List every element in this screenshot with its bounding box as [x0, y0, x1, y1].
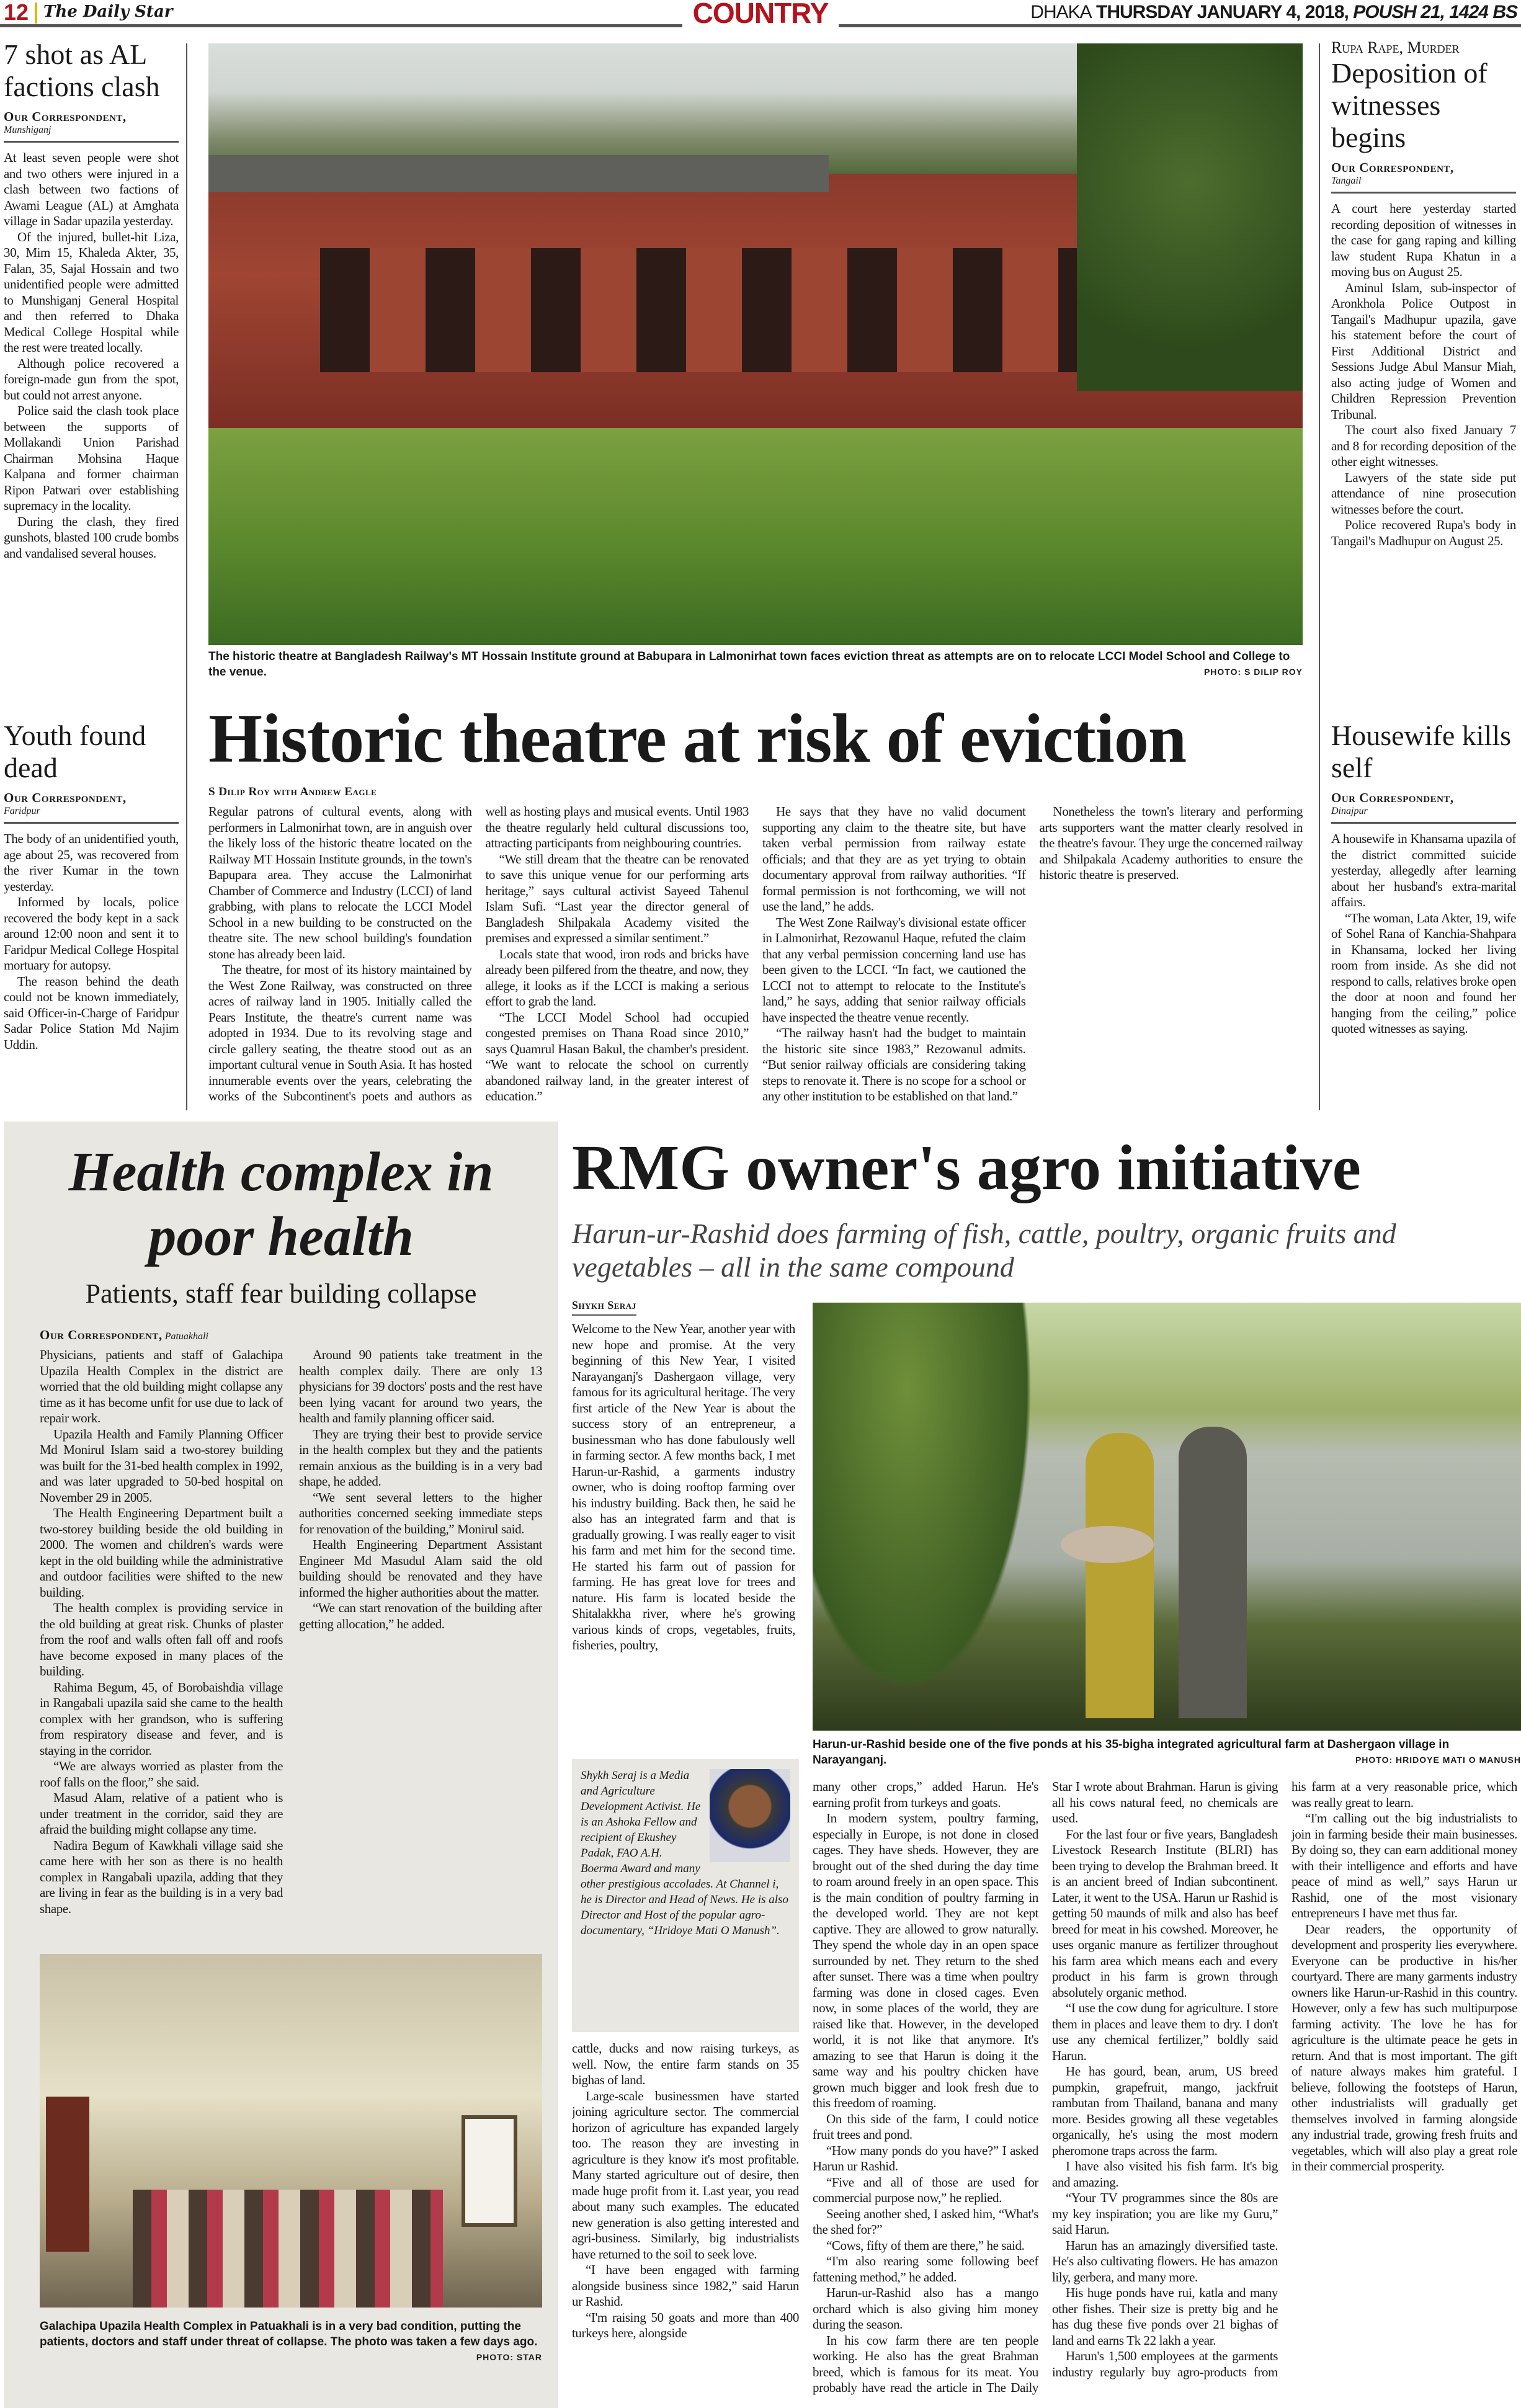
- rmg-body: [813, 1779, 1517, 2408]
- dateline: [1030, 1, 1517, 24]
- masthead: [0, 0, 1521, 27]
- paragraph: “Your TV programmes since the 80s are my key inspiration; you are like my Guru,” said Harun.: [1052, 2190, 1278, 2237]
- divider: [35, 2, 37, 24]
- rmg-photo: [813, 1303, 1521, 1731]
- health-panel: [4, 1122, 558, 2408]
- paragraph: “I have been engaged with farming alongside business since 1982,” said Harun ur Rashid.: [572, 2262, 799, 2309]
- photo-credit: PHOTO: STAR: [476, 2352, 542, 2362]
- article-body: [4, 831, 179, 1053]
- byline: Our Correspondent, Dinajpur: [1331, 790, 1516, 824]
- headline: Youth found dead: [4, 720, 146, 783]
- article-rupa: [1331, 38, 1516, 708]
- author-bio-box: [572, 1759, 799, 2032]
- rmg-byline: Shykh Seraj: [572, 1299, 636, 1316]
- paragraph: “I use the cow dung for agriculture. I store them in places and leave them to dry. I don't use any chemical fertilizer,” boldly said Harun.: [1052, 2000, 1278, 2063]
- trees: [1077, 43, 1303, 391]
- paragraph: Aminul Islam, sub-inspector of Aronkhola Police Outpost in Tangail's Madhupur upazila, gave his statement before the court of First Additional District and Sessions Judge Abul Mansur Miah, also acting judge of Women and Children Repression Prevention Tribunal.: [1331, 280, 1516, 422]
- door: [46, 2097, 89, 2252]
- arches: [320, 248, 1126, 372]
- paragraph: Physicians, patients and staff of Galachipa Upazila Health Complex in the district are worried that the old building might collapse any time as it has become unfit for use due to lack of repair work.: [40, 1347, 283, 1425]
- headline: Housewife kills self: [1331, 720, 1512, 783]
- paragraph: In modern system, poultry farming, especially in Europe, is not done in closed cages. They have sheds. However, they are brought out of the shed during the day time to roam around freely in an open space. This is the main condition of poultry farming in the developed world. They are not kept captive. They are allowed to grow naturally. They spend the whole day in an open space surrounded by net. They return to the shed after sunset. There was a time when poultry farming was done in closed cages. Even now, in some places of the world, they are raised like that. However, in the developed world, it is not like that anymore. It's amazing to see that Harun is doing it the same way and his poultry chicken have grown much bigger and look fresh due to this freedom of roaming.: [813, 1811, 1038, 2110]
- paragraph: Harun has an amazingly diversified taste. He's also cultivating flowers. He has amazon lily, gerbera, and many more.: [1052, 2237, 1278, 2285]
- paragraph: “The railway hasn't had the budget to maintain the historic site since 1983,” Rezowanul admits. “But senior railway officials are considering taking steps to renovate it. There is no scope for a school or any other institution to be established on that land.”: [762, 1025, 1026, 1104]
- paragraph: Harun-ur-Rashid also has a mango orchard which is also giving him money during the season.: [813, 2285, 1038, 2332]
- lawn: [208, 428, 1303, 645]
- paragraph: Upazila Health and Family Planning Officer Md Monirul Islam said a two-storey building was built for the 31-bed health complex in 1992, and was later upgraded to 50-bed hospital on November 29 in 2005.: [40, 1426, 283, 1505]
- patients: [133, 2190, 443, 2308]
- paragraph: He has gourd, bean, arum, US breed pumpkin, grapefruit, mango, jackfruit rambutan from Thailand, banana and many more. Besides growing all these vegetables organically, he's using the most modern pheromone traps across the farm.: [1052, 2064, 1278, 2158]
- page-number: 12: [4, 0, 29, 25]
- section-title: COUNTRY: [682, 0, 839, 29]
- paragraph: Dear readers, the opportunity of development and prosperity lies everywhere. Everyone can be productive in his/her courtyard. There are many garments industry owners like Harun-ur-Rashid in this country. However, only a few has such multipurpose farming activity. The love he has for agriculture is the ultimate peace he gets in return. And that is most important. The gift of nature always makes him grateful. I believe, following the footsteps of Harun, other industrialists will gradually get themselves involved in farming alongside any industrial trade, growing fresh fruits and vegetables, which will also play a great role in their commercial prosperity.: [1291, 1921, 1517, 2174]
- paragraph: The health complex is providing service in the old building at great risk. Chunks of plaster from the roof and walls often fall off and roofs have become exposed in many places of the building.: [40, 1600, 283, 1679]
- paragraph: Regular patrons of cultural events, along with performers in Lalmonirhat town, are in anguish over the likely loss of the historic theatre located on the Railway MT Hossain Institute grounds, in the town's Bapupara area. They accuse the Lalmonirhat Chamber of Commerce and Industry (LCCI) of land grabbing, with plans to relocate the LCCI Model School in a new building to be constructed on the theatre site. The new school building's foundation stone has already been laid.: [208, 804, 472, 961]
- bangla-date: POUSH 21, 1424 BS: [1353, 2, 1517, 22]
- health-headline: Health complex in poor health: [68, 1141, 494, 1267]
- article-youth: [4, 720, 179, 1117]
- paragraph: Although police recovered a foreign-made gun from the spot, but could not arrest anyone.: [4, 355, 179, 403]
- paragraph: The reason behind the death could not be known immediately, said Officer-in-Charge of Faridpur Sadar Police Station Md Najim Uddin.: [4, 973, 179, 1052]
- paragraph: “I'm raising 50 goats and more than 400 turkeys here, alongside: [572, 2309, 799, 2340]
- paragraph: “We are always worried as plaster from the roof falls on the floor,” she said.: [40, 1759, 283, 1790]
- paragraph: “The LCCI Model School had occupied congested premises on Thana Road since 2010,” says Quamrul Hasan Bakul, the chamber's president. “We want to relocate the school on currently abandoned railway land, in the greater interest of education.”: [485, 1009, 749, 1104]
- paragraph: Harun's 1,500 employees at the garments industry regularly buy agro-products from his farm at a very reasonable price, which was really great to learn.: [1052, 1779, 1517, 2379]
- byline: Our Correspondent, Tangail: [1331, 160, 1516, 194]
- paragraph: cattle, ducks and now raising turkeys, as well. Now, the entire farm stands on 35 bighas of land.: [572, 2041, 799, 2087]
- paragraph: He says that they have no valid document supporting any claim to the theatre site, but have taken verbal permission from railway estate officials; and that they are as yet trying to obtain documentary approval from railway authorities. “If formal permission is not forthcoming, we will not use the land,” he adds.: [762, 804, 1026, 914]
- paragraph: The theatre, for most of its history maintained by the West Zone Railway, was constructed on three acres of railway land in 1905. Initially called the Pears Institute, the theatre's current name was adopted in 1934. Due to its revolving stage and circle gallery seating, the theatre stood out as an important cultural venue in South Asia. It has hosted innumerable events over the years, celebrating the works of the Subcontinent's poets and authors as well as hosting plays and musical events. Until 1983 the theatre regularly held cultural discussions too, attracting participants from neighbouring countries.: [208, 804, 749, 1104]
- byline: Our Correspondent, Patuakhali: [40, 1327, 208, 1342]
- paragraph: For the last four or five years, Bangladesh Livestock Research Institute (BLRI) has been trying to develop the Brahman breed. It is an ancient breed of Indian subcontinent. Later, it went to the USA. Harun ur Rashid is getting 50 maunds of milk and also has beef breed for meat in his cowshed. Moreover, he uses organic manure as fertilizer throughout his farm area which means each and every product in his farm is grown through absolutely organic method.: [1052, 1826, 1278, 2000]
- date: THURSDAY JANUARY 4, 2018,: [1096, 2, 1349, 22]
- photo-credit: PHOTO: S DILIP ROY: [1203, 667, 1303, 677]
- rmg-headline: RMG owner's agro initiative: [572, 1132, 1361, 1203]
- paragraph: Masud Alam, relative of a patient who is under treatment in the corridor, said they are afraid the building might collapse any time.: [40, 1790, 283, 1837]
- article-shot: [4, 38, 179, 696]
- paragraph: Seeing another shed, I asked him, “What's the shed for?”: [813, 2206, 1038, 2237]
- theatre-photo: [208, 43, 1303, 645]
- author-bio: Shykh Seraj is a Media and Agriculture Development Activist. He is an Ashoka Fellow and recipient of Ekushey Padak, FAO A.H. Boerma Award and many other prestigious accolades. At Channel i, he is Director and Head of News. He is also Director and Host of the popular agro-documentary, “Hridoye Mati O Manush”.: [581, 1769, 788, 1937]
- paragraph: Locals state that wood, iron rods and bricks have already been pilfered from the theatre, and now, they allege, it looks as if the LCCI is making a serious effort to grab the land.: [485, 946, 749, 1009]
- window: [462, 2115, 517, 2227]
- rmg-col1-cont: [572, 2041, 799, 2408]
- theatre-byline: S Dilip Roy with Andrew Eagle: [208, 785, 377, 798]
- city: DHAKA: [1030, 2, 1092, 22]
- paragraph: “We sent several letters to the higher authorities concerned seeking immediate steps for renovation of the building,” Monirul said.: [299, 1489, 542, 1536]
- headline: 7 shot as AL factions clash: [4, 38, 160, 102]
- column-rule: [186, 43, 187, 1110]
- paper-logo: The Daily Star: [43, 2, 173, 21]
- photo-caption: The historic theatre at Bangladesh Railway's MT Hossain Institute ground at Babupara in Lalmonirhat town faces eviction threat as attempts are on to relocate LCCI Model School and College to the venue. PHOTO: S DILIP ROY: [208, 650, 1303, 679]
- paragraph: Health Engineering Department Assistant Engineer Md Masudul Alam said the old building should be renovated and they have informed the higher authorities about the matter.: [299, 1537, 542, 1600]
- photo-credit: PHOTO: HRIDOYE MATI O MANUSH: [1355, 1755, 1521, 1765]
- article-body: [1331, 201, 1516, 549]
- paragraph: many other crops,” added Harun. He's earning profit from turkeys and goats.: [813, 1779, 1038, 1810]
- paragraph: “How many ponds do you have?” I asked Harun ur Rashid.: [813, 2143, 1038, 2174]
- paragraph: I have also visited his fish farm. It's big and amazing.: [1052, 2159, 1278, 2190]
- paragraph: “The woman, Lata Akter, 19, wife of Sohel Rana of Kanchia-Shahpara in Khansama, locked her living room from inside. As she did not respond to calls, relatives broke open the door at noon and found her hanging from the ceiling,” police quoted witnesses as saying.: [1331, 910, 1516, 1036]
- paragraph: Rahima Begum, 45, of Borobaishdia village in Rangabali upazila said she came to the health complex with her grandson, who is suffering from respiratory disease and fever, and is staying in the corridor.: [40, 1679, 283, 1758]
- fish: [1061, 1526, 1154, 1563]
- article-body: [1331, 831, 1516, 1037]
- paragraph: Lawyers of the state side put attendance of nine prosecution witnesses before the court.: [1331, 470, 1516, 517]
- paragraph: Welcome to the New Year, another year with new hope and promise. At the very beginning of this New Year, I visited Narayanganj's Dashergaon village, very famous for its agricultural heritage. The very first article of the New Year is about the success story of an entrepreneur, a businessman who has done fabulously well in farming sector. A few months back, I met Harun-ur-Rashid, a garments industry owner, who is doing rooftop farming over his industry building. Back then, he said he also has an integrated farm and that is gradually growing. I was really eager to visit his farm and met him for the second time. He started his farm out of passion for farming. He has great love for trees and nature. His farm is located beside the Shitalakkha river, where he's growing various kinds of crops, vegetables, fruits, fisheries, poultry,: [572, 1321, 795, 1652]
- paragraph: In his cow farm there are ten people working. He also has the great Brahman breed, which is famous for its meat. You probably have read the article in The Daily Star I wrote about Brahman. Harun is giving all his cows natural feed, no chemicals are used.: [813, 1779, 1278, 2395]
- photo-caption: Harun-ur-Rashid beside one of the five ponds at his 35-bigha integrated agricultural farm at Dashergaon village in Narayanganj. PHOTO: HRIDOYE MATI O MANUSH: [813, 1738, 1521, 1767]
- paragraph: Informed by locals, police recovered the body kept in a sack around 12:00 noon and sent it to Faridpur Medical College Hospital mortuary for autopsy.: [4, 894, 179, 973]
- paragraph: A court here yesterday started recording deposition of witnesses in the case for gang raping and killing law student Rupa Khatun in a moving bus on August 25.: [1331, 201, 1516, 279]
- paragraph: The Health Engineering Department built a two-storey building beside the old building in 2000. The women and children's wards were kept in the old building while the administrative and outdoor facilities were shifted to the new building.: [40, 1505, 283, 1600]
- health-body: [40, 1347, 542, 1943]
- health-subheadline: Patients, staff fear building collapse: [85, 1278, 477, 1309]
- paragraph: Nonetheless the town's literary and performing arts supporters want the matter clearly resolved in the theatre's favour. They urge the concerned railway and Shilpakala Academy authorities to ensure the historic theatre is preserved.: [1039, 804, 1303, 882]
- health-photo: [40, 1954, 542, 2308]
- headline: Deposition of witnesses begins: [1331, 57, 1488, 153]
- paragraph: A housewife in Khansama upazila of the district committed suicide yesterday, allegedly after learning about her husband's extra-marital affairs.: [1331, 831, 1516, 909]
- byline: Our Correspondent, Munshiganj: [4, 109, 179, 143]
- theatre-headline: Historic theatre at risk of eviction: [208, 700, 1187, 777]
- rmg-intro: [572, 1321, 795, 1743]
- byline: Our Correspondent, Faridpur: [4, 790, 179, 824]
- paragraph: Around 90 patients take treatment in the health complex daily. There are only 13 physicians for 39 doctors' posts and the rest have been lying vacant for around two years, the health and family planning officer said.: [299, 1347, 542, 1425]
- paragraph: “We still dream that the theatre can be renovated to save this unique venue for our performing arts heritage,” says cultural activist Sayeed Tahenul Islam Sufi. “Last year the director general of Bangladesh Shilpakala Academy visited the premises and expressed a similar sentiment.”: [485, 851, 749, 945]
- roof: [208, 155, 829, 192]
- palm-tree: [813, 1303, 1048, 1731]
- paragraph: His huge ponds have rui, katla and many other fishes. Their size is pretty big and he has dug these five ponds over 21 bighas of land and earns Tk 22 lakh a year.: [1052, 2285, 1278, 2348]
- paragraph: The West Zone Railway's divisional estate officer in Lalmonirhat, Rezowanul Haque, refuted the claim that any verbal permission concerning land use has been given to the LCCI. “In fact, we cautioned the LCCI not to attempt to relocate to the Institute's land,” he says, adding that senior railway officials have inspected the theatre venue recently.: [762, 914, 1026, 1025]
- paragraph: Police said the clash took place between the supports of Mollakandi Union Parishad Chairman Mohsina Haque Kalpana and former chairman Ripon Patwari over establishing supremacy in the locality.: [4, 403, 179, 513]
- kicker: Rupa Rape, Murder: [1331, 38, 1460, 56]
- paragraph: During the clash, they fired gunshots, blasted 100 crude bombs and vandalised several houses.: [4, 514, 179, 561]
- rmg-subheadline: Harun-ur-Rashid does farming of fish, cattle, poultry, organic fruits and vegetables – all in the same compound: [572, 1218, 1396, 1283]
- paragraph: Police recovered Rupa's body in Tangail's Madhupur on August 25.: [1331, 517, 1516, 548]
- column-rule: [1319, 43, 1320, 1110]
- article-housewife: [1331, 720, 1516, 1117]
- paragraph: Of the injured, bullet-hit Liza, 30, Mim 15, Khaleda Akter, 35, Falan, 35, Sajal Hossain and two unidentified people were admitted to Munshiganj General Hospital and then referred to Dhaka Medical College Hospital while the rest were treated locally.: [4, 229, 179, 355]
- paragraph: At least seven people were shot and two others were injured in a clash between two factions of Awami League (AL) at Amghata village in Sadar upazila yesterday.: [4, 150, 179, 228]
- paragraph: “I'm calling out the big industrialists to join in farming beside their main businesses. By doing so, they can earn additional money with their intelligence and efforts and have peace of mind as well,” says Harun ur Rashid, one of the most visionary entrepreneurs I have met thus far.: [1291, 1811, 1517, 1920]
- theatre-body: [208, 804, 1303, 1114]
- paragraph: The body of an unidentified youth, age about 25, was recovered from the river Kumar in the town yesterday.: [4, 831, 179, 894]
- farmer-harun: [1086, 1433, 1154, 1718]
- paragraph: “We can start renovation of the building after getting allocation,” he added.: [299, 1600, 542, 1631]
- author-photo: [710, 1769, 790, 1862]
- photo-caption: Galachipa Upazila Health Complex in Patuakhali is in a very bad condition, putting the patients, doctors and staff under threat of collapse. The photo was taken a few days ago. PHOTO: STAR: [40, 2319, 542, 2365]
- paragraph: The court also fixed January 7 and 8 for recording deposition of the other eight witnesses.: [1331, 422, 1516, 469]
- paragraph: Large-scale businessmen have started joining agriculture sector. The commercial horizon of agriculture has expanded largely too. The reason they are investing in agriculture is they know it's most profitable. Many started agriculture out of desire, then made huge profit from it. Last year, you read about many such examples. The educated new generation is also getting interested and agri-business. Similarly, big industrialists have returned to the soil to seek love.: [572, 2088, 799, 2262]
- paragraph: “Cows, fifty of them are there,” he said.: [826, 2237, 1025, 2253]
- paragraph: “Five and all of those are used for commercial purpose now,” he replied.: [813, 2174, 1038, 2205]
- paragraph: On this side of the farm, I could notice fruit trees and pond.: [813, 2111, 1038, 2142]
- farmer-companion: [1179, 1427, 1247, 1718]
- paragraph: “I'm also rearing some following beef fattening method,” he added.: [813, 2254, 1038, 2285]
- paragraph: They are trying their best to provide service in the health complex but they and the patients remain anxious as the building is in a very bad shape, he added.: [299, 1426, 542, 1489]
- paragraph: Nadira Begum of Kawkhali village said she came here with her son as there is no health complex in Rangabali upazila, adding that they are living in fear as the building is in a very bad shape.: [40, 1837, 283, 1916]
- article-body: [4, 150, 179, 561]
